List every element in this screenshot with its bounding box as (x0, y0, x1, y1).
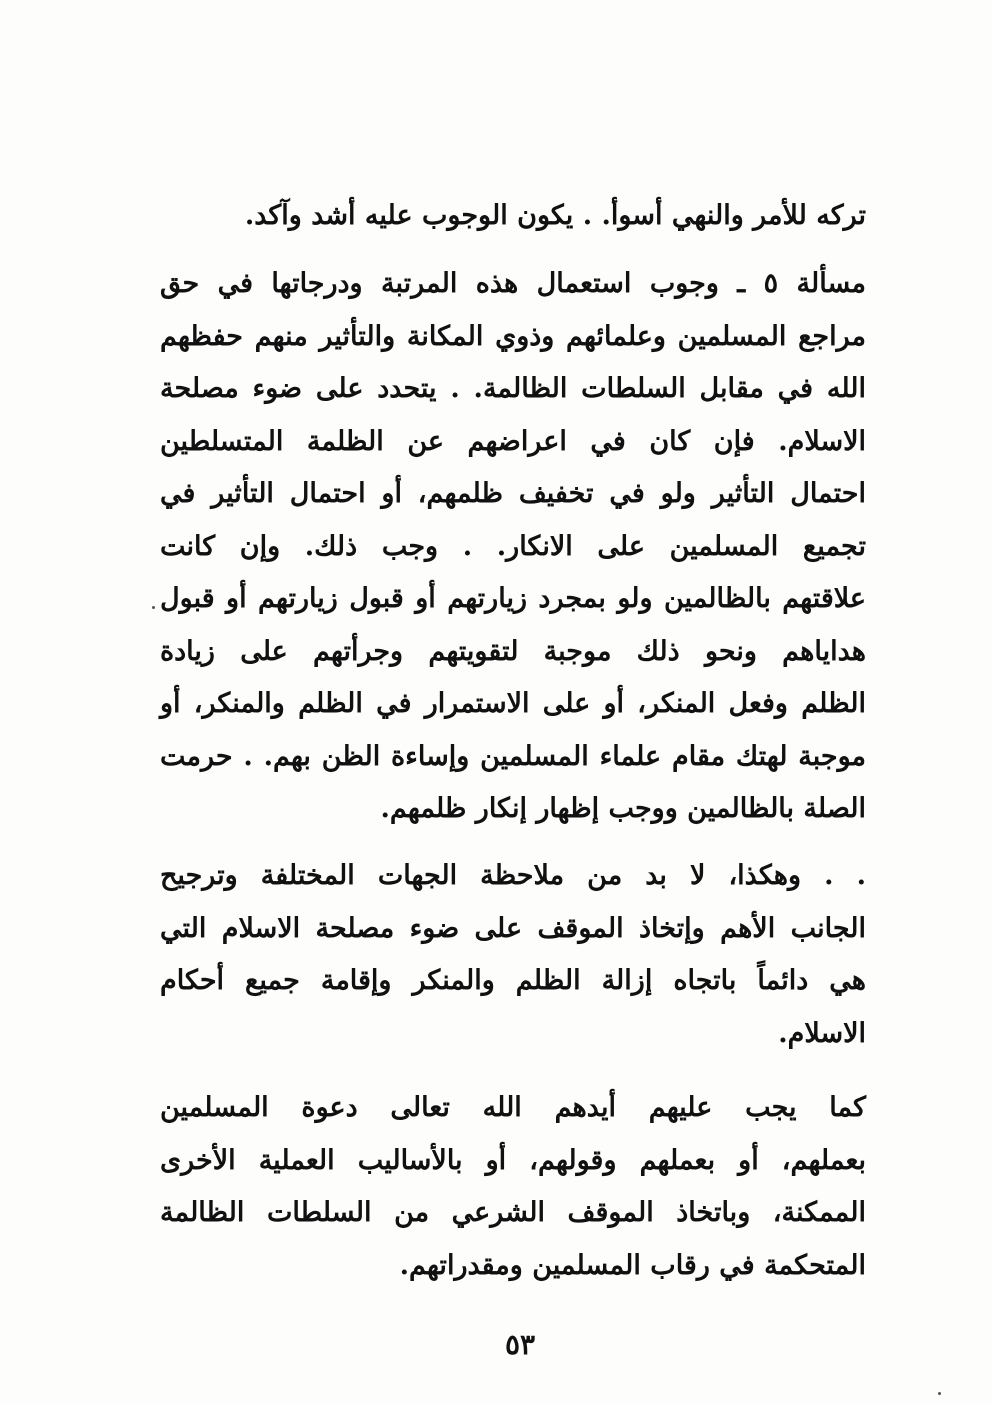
paragraph-calling-muslims (160, 1082, 866, 1292)
text-line: موجبة لهتك مقام علماء المسلمين وإساءة الظن بهم. . حرمت (160, 740, 866, 772)
text-line: علاقتهم بالظالمين ولو بمجرد زيارتهم أو قبول زيارتهم أو قبول (160, 583, 866, 614)
text-line: كما يجب عليهم أيدهم الله تعالى دعوة المسلمين (160, 1092, 866, 1123)
text-line: الظلم وفعل المنكر، أو على الاستمرار في الظلم والمنكر، أو (160, 688, 866, 719)
paragraph-issue-5 (160, 258, 866, 836)
text-line: المتحكمة في رقاب المسلمين ومقدراتهم. (399, 1249, 866, 1281)
text-line: هي دائماً باتجاه إزالة الظلم والمنكر وإقامة جميع أحكام (160, 965, 866, 996)
text-line: الله في مقابل السلطات الظالمة. . يتحدد على ضوء مصلحة (160, 373, 866, 404)
text-line: مراجع المسلمين وعلمائهم وذوي المكانة والتأثير منهم حفظهم (160, 320, 866, 352)
page-number: ٥٣ (504, 1328, 536, 1361)
text-line: تركه للأمر والنهي أسوأ. . يكون الوجوب عليه أشد وآكد. (244, 200, 866, 231)
text-line: احتمال التأثير ولو في تخفيف ظلمهم، أو احتمال التأثير في (160, 478, 866, 509)
text-line: تجميع المسلمين على الانكار. . وجب ذلك. وإن كانت (160, 530, 866, 562)
paragraph-continuation (160, 190, 866, 243)
text-line: مسألة ٥ ـ وجوب استعمال هذه المرتبة ودرجاتها في حق (160, 268, 866, 299)
text-line: الممكنة، وباتخاذ الموقف الشرعي من السلطات الظالمة (160, 1197, 866, 1228)
text-line: الاسلام. فإن كان في اعراضهم عن الظلمة المتسلطين (160, 425, 866, 457)
text-line: هداياهم ونحو ذلك موجبة لتقويتهم وجرأتهم على زيادة (160, 635, 866, 667)
text-line: الصلة بالظالمين ووجب إظهار إنكار ظلمهم. (380, 793, 866, 824)
text-line: بعملهم، أو بعملهم وقولهم، أو بالأساليب العملية الأخرى (160, 1144, 866, 1176)
paragraph-weighing-aspects (160, 850, 866, 1060)
scan-speck (152, 606, 155, 609)
text-line: الاسلام. (778, 1017, 866, 1049)
scan-speck (938, 1392, 941, 1395)
text-line: . . وهكذا، لا بد من ملاحظة الجهات المختلفة وترجيح (160, 860, 866, 891)
text-line: الجانب الأهم وإتخاذ الموقف على ضوء مصلحة الاسلام التي (160, 912, 866, 944)
